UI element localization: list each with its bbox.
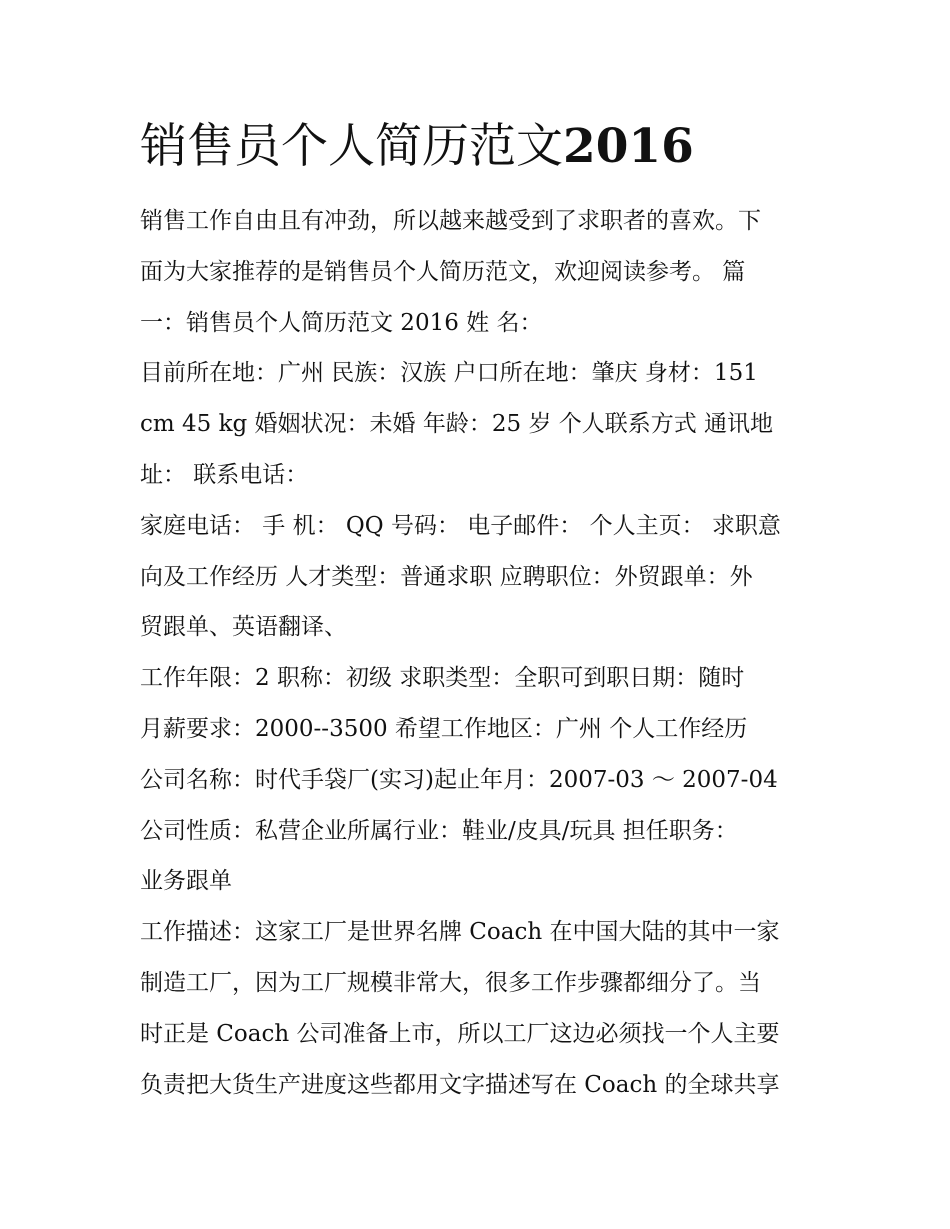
text-line: 一：销售员个人简历范文 2016 姓 名： <box>140 309 543 336</box>
text-line: 目前所在地：广州 民族：汉族 户口所在地：肇庆 身材：151 <box>140 360 758 387</box>
document-title <box>140 116 820 178</box>
text-line: cm 45 kg 婚姻状况：未婚 年龄：25 岁 个人联系方式 通讯地 <box>140 411 774 438</box>
text-line: 业务跟单 <box>140 868 232 895</box>
text-line: 向及工作经历 人才类型：普通求职 应聘职位：外贸跟单：外 <box>140 563 753 590</box>
text-line: 家庭电话： 手 机： QQ 号码： 电子邮件： 个人主页： 求职意 <box>140 512 781 539</box>
title-year: 2016 <box>563 119 694 174</box>
text-line: 月薪要求：2000--3500 希望工作地区：广州 个人工作经历 <box>140 715 748 742</box>
title-text: 销售员个人简历范文 <box>140 119 563 174</box>
text-line: 贸跟单、英语翻译、 <box>140 614 347 641</box>
text-line: 公司性质：私营企业所属行业：鞋业/皮具/玩具 担任职务： <box>140 817 738 844</box>
text-line: 制造工厂，因为工厂规模非常大，很多工作步骤都细分了。当 <box>140 969 761 996</box>
text-line: 工作年限：2 职称：初级 求职类型：全职可到职日期：随时 <box>140 665 745 692</box>
text-line: 工作描述：这家工厂是世界名牌 Coach 在中国大陆的其中一家 <box>140 919 780 946</box>
text-line: 址： 联系电话： <box>140 461 309 488</box>
document-body <box>140 196 820 1110</box>
text-line: 时正是 Coach 公司准备上市，所以工厂这边必须找一个人主要 <box>140 1020 780 1047</box>
text-line: 公司名称：时代手袋厂(实习)起止年月：2007-03 ～ 2007-04 <box>140 766 778 793</box>
text-line: 销售工作自由且有冲劲，所以越来越受到了求职者的喜欢。下 <box>140 208 761 234</box>
text-line: 面为大家推荐的是销售员个人简历范文，欢迎阅读参考。 篇 <box>140 258 746 285</box>
text-line: 负责把大货生产进度这些都用文字描述写在 Coach 的全球共享 <box>140 1071 780 1098</box>
